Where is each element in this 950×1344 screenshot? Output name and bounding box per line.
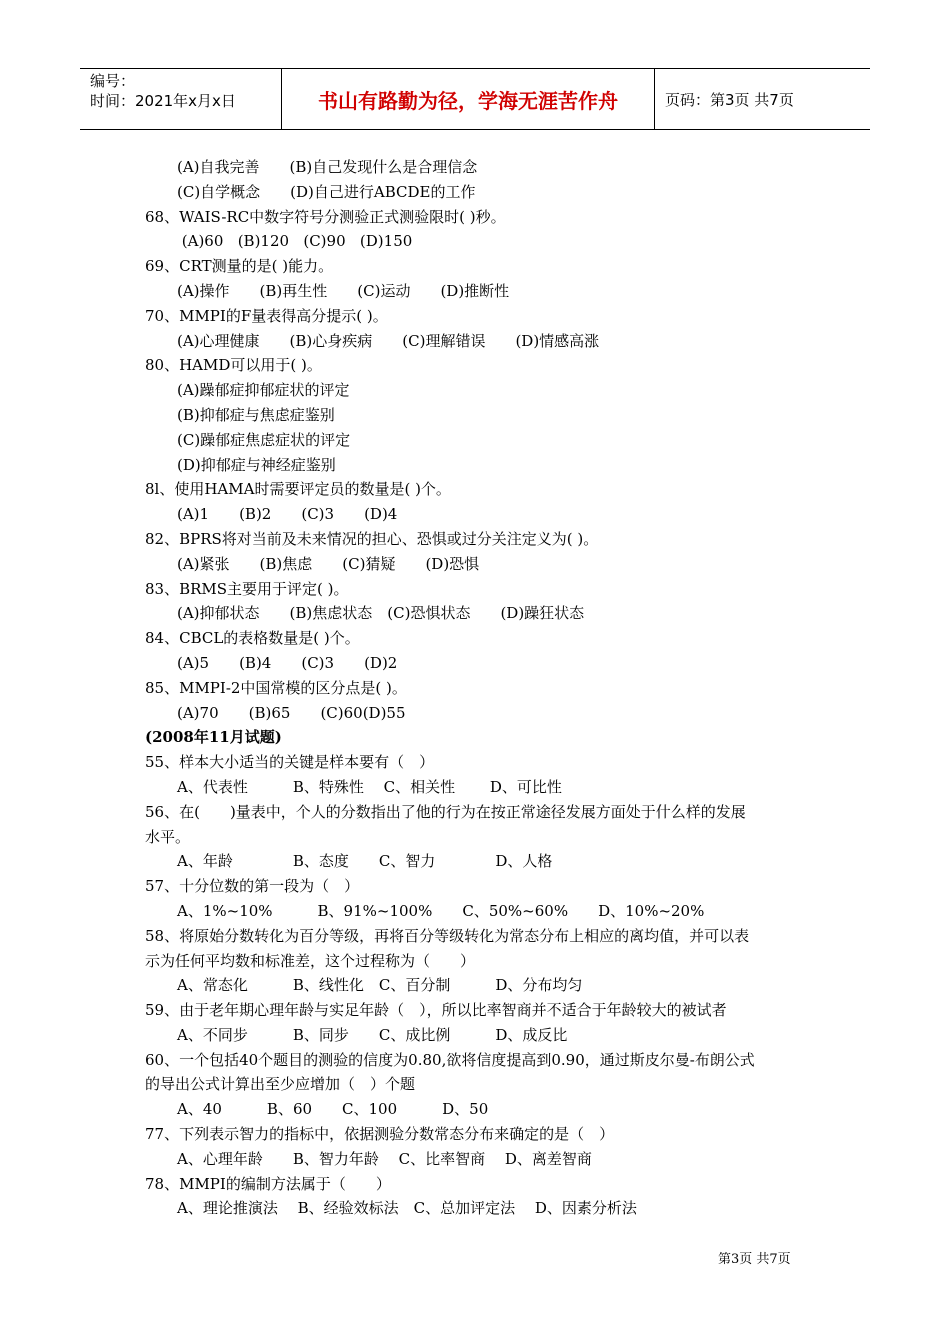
question-line: 55、样本大小适当的关键是样本要有（ ） (145, 753, 435, 772)
question-line: 69、CRT测量的是( )能力。 (145, 257, 334, 276)
answer-options-line: (A)自我完善 (B)自己发现什么是合理信念 (177, 158, 478, 176)
answer-options-line: A、心理年龄 B、智力年龄 C、比率智商 D、离差智商 (177, 1149, 592, 1168)
document-number-label: 编号： (90, 72, 136, 90)
question-line: 56、在( )量表中，个人的分数指出了他的行为在按正常途径发展方面处于什么样的发展 (145, 802, 746, 821)
answer-options-line: (A)心理健康 (B)心身疾病 (C)理解错误 (D)情感高涨 (177, 331, 600, 350)
question-line: (2008年11月试题) (145, 728, 282, 747)
question-line: 水平。 (145, 827, 191, 846)
question-line: 77、下列表示智力的指标中，依据测验分数常态分布来确定的是（ ） (145, 1125, 615, 1144)
answer-options-line: A、代表性 B、特殊性 C、相关性 D、可比性 (177, 777, 562, 796)
question-line: 58、将原始分数转化为百分等级，再将百分等级转化为常态分布上相应的离均值，并可以表 (145, 926, 750, 945)
answer-options-line: (A)60 (B)120 (C)90 (D)150 (177, 232, 413, 251)
answer-options-line: (A)1 (B)2 (C)3 (D)4 (177, 505, 398, 524)
answer-options-line: (C)躁郁症焦虑症状的评定 (177, 430, 351, 449)
answer-options-line: (A)紧张 (B)焦虑 (C)猜疑 (D)恐惧 (177, 554, 480, 573)
question-line: 78、MMPI的编制方法属于（ ） (145, 1174, 391, 1193)
answer-options-line: A、理论推演法 B、经验效标法 C、总加评定法 D、因素分析法 (177, 1199, 637, 1218)
question-line: 示为任何平均数和标准差，这个过程称为（ ） (145, 951, 476, 970)
question-line: 85、MMPI-2中国常模的区分点是( )。 (145, 678, 407, 697)
answer-options-line: (C)自学概念 (D)自己进行ABCDE的工作 (177, 182, 476, 201)
question-line: 57、十分位数的第一段为（ ） (145, 877, 360, 896)
answer-options-line: A、常态化 B、线性化 C、百分制 D、分布均匀 (177, 976, 583, 995)
question-line: 60、一个包括40个题目的测验的信度为0.80,欲将信度提高到0.90，通过斯皮尔曼-布朗公式 (145, 1050, 755, 1069)
answer-options-line: (A)操作 (B)再生性 (C)运动 (D)推断性 (177, 281, 510, 300)
question-line: 82、BPRS将对当前及未来情况的担心、恐惧或过分关注定义为( )。 (145, 529, 599, 548)
page-footer: 第3页 共7页 (718, 1252, 791, 1267)
header-meta (80, 69, 282, 129)
question-line: 68、WAIS-RC中数字符号分测验正式测验限时( )秒。 (145, 207, 506, 226)
page-header (80, 68, 870, 130)
answer-options-line: (B)抑郁症与焦虑症鉴别 (177, 405, 335, 424)
header-motto: 书山有路勤为径，学海无涯苦作舟 (282, 69, 655, 129)
answer-options-line: A、40 B、60 C、100 D、50 (177, 1100, 489, 1119)
answer-options-line: (A)5 (B)4 (C)3 (D)2 (177, 653, 398, 672)
question-line: 的导出公式计算出至少应增加（ ）个题 (145, 1075, 416, 1094)
answer-options-line: (A)躁郁症抑郁症状的评定 (177, 381, 350, 400)
answer-options-line: A、1%~10% B、91%~100% C、50%~60% D、10%~20% (177, 901, 705, 920)
question-line: 84、CBCL的表格数量是( )个。 (145, 629, 360, 648)
question-line: 80、HAMD可以用于( )。 (145, 356, 322, 375)
answer-options-line: (D)抑郁症与神经症鉴别 (177, 455, 336, 474)
answer-options-line: A、不同步 B、同步 C、成比例 D、成反比 (177, 1025, 568, 1044)
question-line: 70、MMPI的F量表得高分提示( )。 (145, 306, 388, 325)
question-line: 83、BRMS主要用于评定( )。 (145, 579, 349, 598)
question-line: 59、由于老年期心理年龄与实足年龄（ ），所以比率智商并不适合于年龄较大的被试者 (145, 1001, 727, 1020)
header-page-number: 页码：第3页 共7页 (665, 90, 794, 109)
answer-options-line: (A)抑郁状态 (B)焦虑状态 (C)恐惧状态 (D)躁狂状态 (177, 604, 585, 623)
question-line: 8l、使用HAMA时需要评定员的数量是( )个。 (145, 480, 451, 499)
answer-options-line: A、年龄 B、态度 C、智力 D、人格 (177, 852, 553, 871)
answer-options-line: (A)70 (B)65 (C)60(D)55 (177, 703, 406, 722)
document-body (145, 155, 815, 1221)
document-time-label: 时间：2021年x月x日 (90, 92, 236, 110)
